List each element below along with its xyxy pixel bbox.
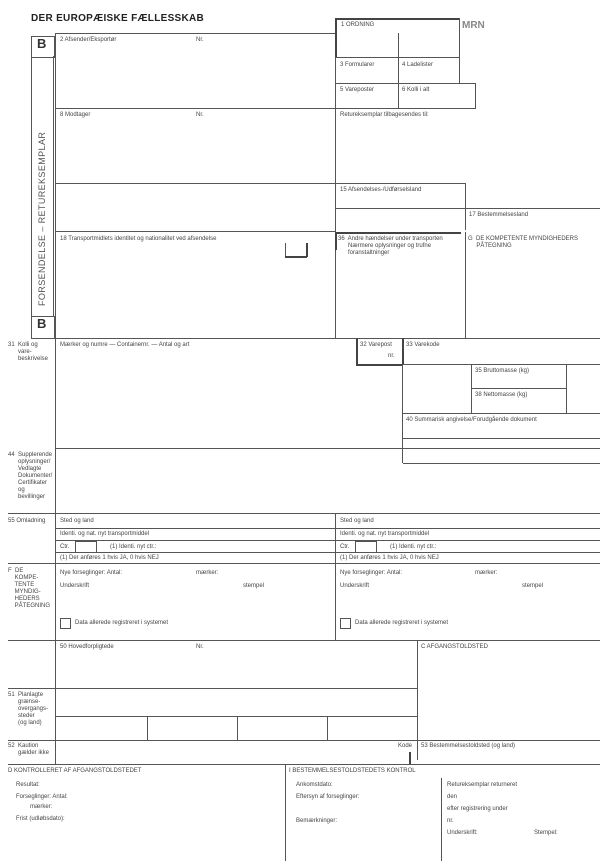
stamp-left: stempel [243,583,265,589]
field-31-marks: Mærker og numre — Containernr. — Antal og art [60,342,190,348]
control-seals-count: Forseglinger: Antal: [16,794,68,800]
field-51-border-crossings: 51 Planlagte grænse- overgangs- steder (og land) [8,692,49,726]
remarks: Bemærkninger: [296,818,338,824]
field-50-nr: Nr. [196,644,204,650]
new-transport-right: Identi. og nat. nyt transportmiddel [340,531,430,537]
after-registration: efter registrering under [447,806,508,812]
field-52-guarantee: 52 Kaution gælder ikke [8,743,50,756]
seal-marks-left: mærker: [196,570,219,576]
copy-letter-top-box [31,36,55,58]
signature-right: Underskrift [340,583,370,589]
field-8-consignee: 8 Modtager [60,112,91,118]
guarantee-code: Kode [398,743,413,749]
field-31-packages: 31 Kolli og vare- beskrivelse [8,342,49,362]
ctr-left: Ctr. [60,544,70,550]
data-registered-left: Data allerede registreret i systemet [75,620,169,626]
field-17-destination-country: 17 Bestemmelsesland [469,212,529,218]
field-3-forms: 3 Formularer [340,62,375,68]
ident-ctr-left: (1) Identi. nyt ctr.: [110,544,157,550]
field-i-destination-control: I BESTEMMELSESTOLDSTEDETS KONTROL [289,768,416,774]
copy-letter-bottom-box [31,316,55,339]
arrival-date: Ankomstdato: [296,782,333,788]
copy-vertical-label: FORSENDELSE – RETUREKSEMPLAR [37,131,47,306]
control-seal-marks: mærker: [30,804,53,810]
transhipment-place-left: Sted og land [60,518,94,524]
field-55-transhipment: 55 Omladning [8,518,46,524]
ctr-right: Ctr. [340,544,350,550]
control-result: Resultat: [16,782,40,788]
transhipment-place-right: Sted og land [340,518,374,524]
data-registered-checkbox-left[interactable] [60,618,71,629]
field-f-authority: F DE KOMPE- TENTE MYNDIG- HEDERS PÅTEGNING [8,568,51,609]
data-registered-checkbox-right[interactable] [340,618,351,629]
field-35-gross-mass: 35 Bruttomasse (kg) [475,368,530,374]
new-seals-left: Nye forseglinger: Antal: [60,570,123,576]
field-32-item: 32 Varepost [360,342,392,348]
ctr-note-right: (1) Der anføres 1 hvis JA, 0 hvis NEJ [340,555,439,561]
field-32-nr: nr. [388,353,395,359]
field-c-departure-office: C AFGANGSTOLDSTED [421,644,488,650]
form-title: DER EUROPÆISKE FÆLLESSKAB [31,13,205,24]
field-18-transport-identity: 18 Transportmidlets identitet og nationalitet ved afsendelse [60,236,217,242]
field-50-principal: 50 Hovedforpligtede [60,644,114,650]
return-date: den [447,794,458,800]
field-38-net-mass: 38 Nettomasse (kg) [475,392,528,398]
field-36-incidents: 36 Andre hændelser under transporten Nærmere oplysninger og trufne foranstaltninger [338,236,443,256]
signature-left: Underskrift [60,583,90,589]
return-signature: Underskrift: [447,830,478,836]
field-g-authority: G DE KOMPETENTE MYNDIGHEDERS PÅTEGNING [468,236,579,249]
ident-ctr-right: (1) Identi. nyt ctr.: [390,544,437,550]
field-8-nr: Nr. [196,112,204,118]
copy-letter-top: B [37,36,47,51]
field-5-items: 5 Vareposter [340,87,374,93]
stamp-right: stempel [522,583,544,589]
new-transport-left: Identi. og nat. nyt transportmiddel [60,531,150,537]
field-44-additional-info: 44 Supplerende oplysninger/ Vedlagte Dokumenter/ Certifikater og bevillinger [8,452,53,500]
field-1-ordning: 1 ORDNING [341,22,375,28]
mrn-label: MRN [462,20,485,31]
seal-examination: Eftersyn af forseglinger: [296,794,360,800]
control-time-limit: Frist (udløbsdato): [16,816,65,822]
field-15-dispatch-country: 15 Afsendelses-/Udførselsland [340,187,422,193]
ctr-note-left: (1) Der anføres 1 hvis JA, 0 hvis NEJ [60,555,159,561]
copy-letter-bottom: B [37,316,47,331]
registration-nr: nr. [447,818,454,824]
field-6-packages: 6 Kolli i alt [402,87,430,93]
field-2-exporter: 2 Afsender/Eksportør [60,37,117,43]
field-d-departure-control: D KONTROLLERET AF AFGANGSTOLDSTEDET [8,768,142,774]
seal-marks-right: mærker: [475,570,498,576]
field-53-destination-office: 53 Bestemmelsestoldsted (og land) [421,743,516,749]
new-seals-right: Nye forseglinger: Antal: [340,570,403,576]
return-copy-returned: Retureksemplar returneret [447,782,518,788]
return-copy-address: Retureksemplar tilbagesendes til: [340,112,429,118]
field-2-nr: Nr. [196,37,204,43]
field-4-loading-lists: 4 Ladelister [402,62,434,68]
return-stamp: Stempel: [534,830,558,836]
field-40-summary-declaration: 40 Summarisk angivelse/Forudgående dokument [406,417,537,423]
data-registered-right: Data allerede registreret i systemet [355,620,449,626]
field-33-commodity-code: 33 Varekode [406,342,440,348]
